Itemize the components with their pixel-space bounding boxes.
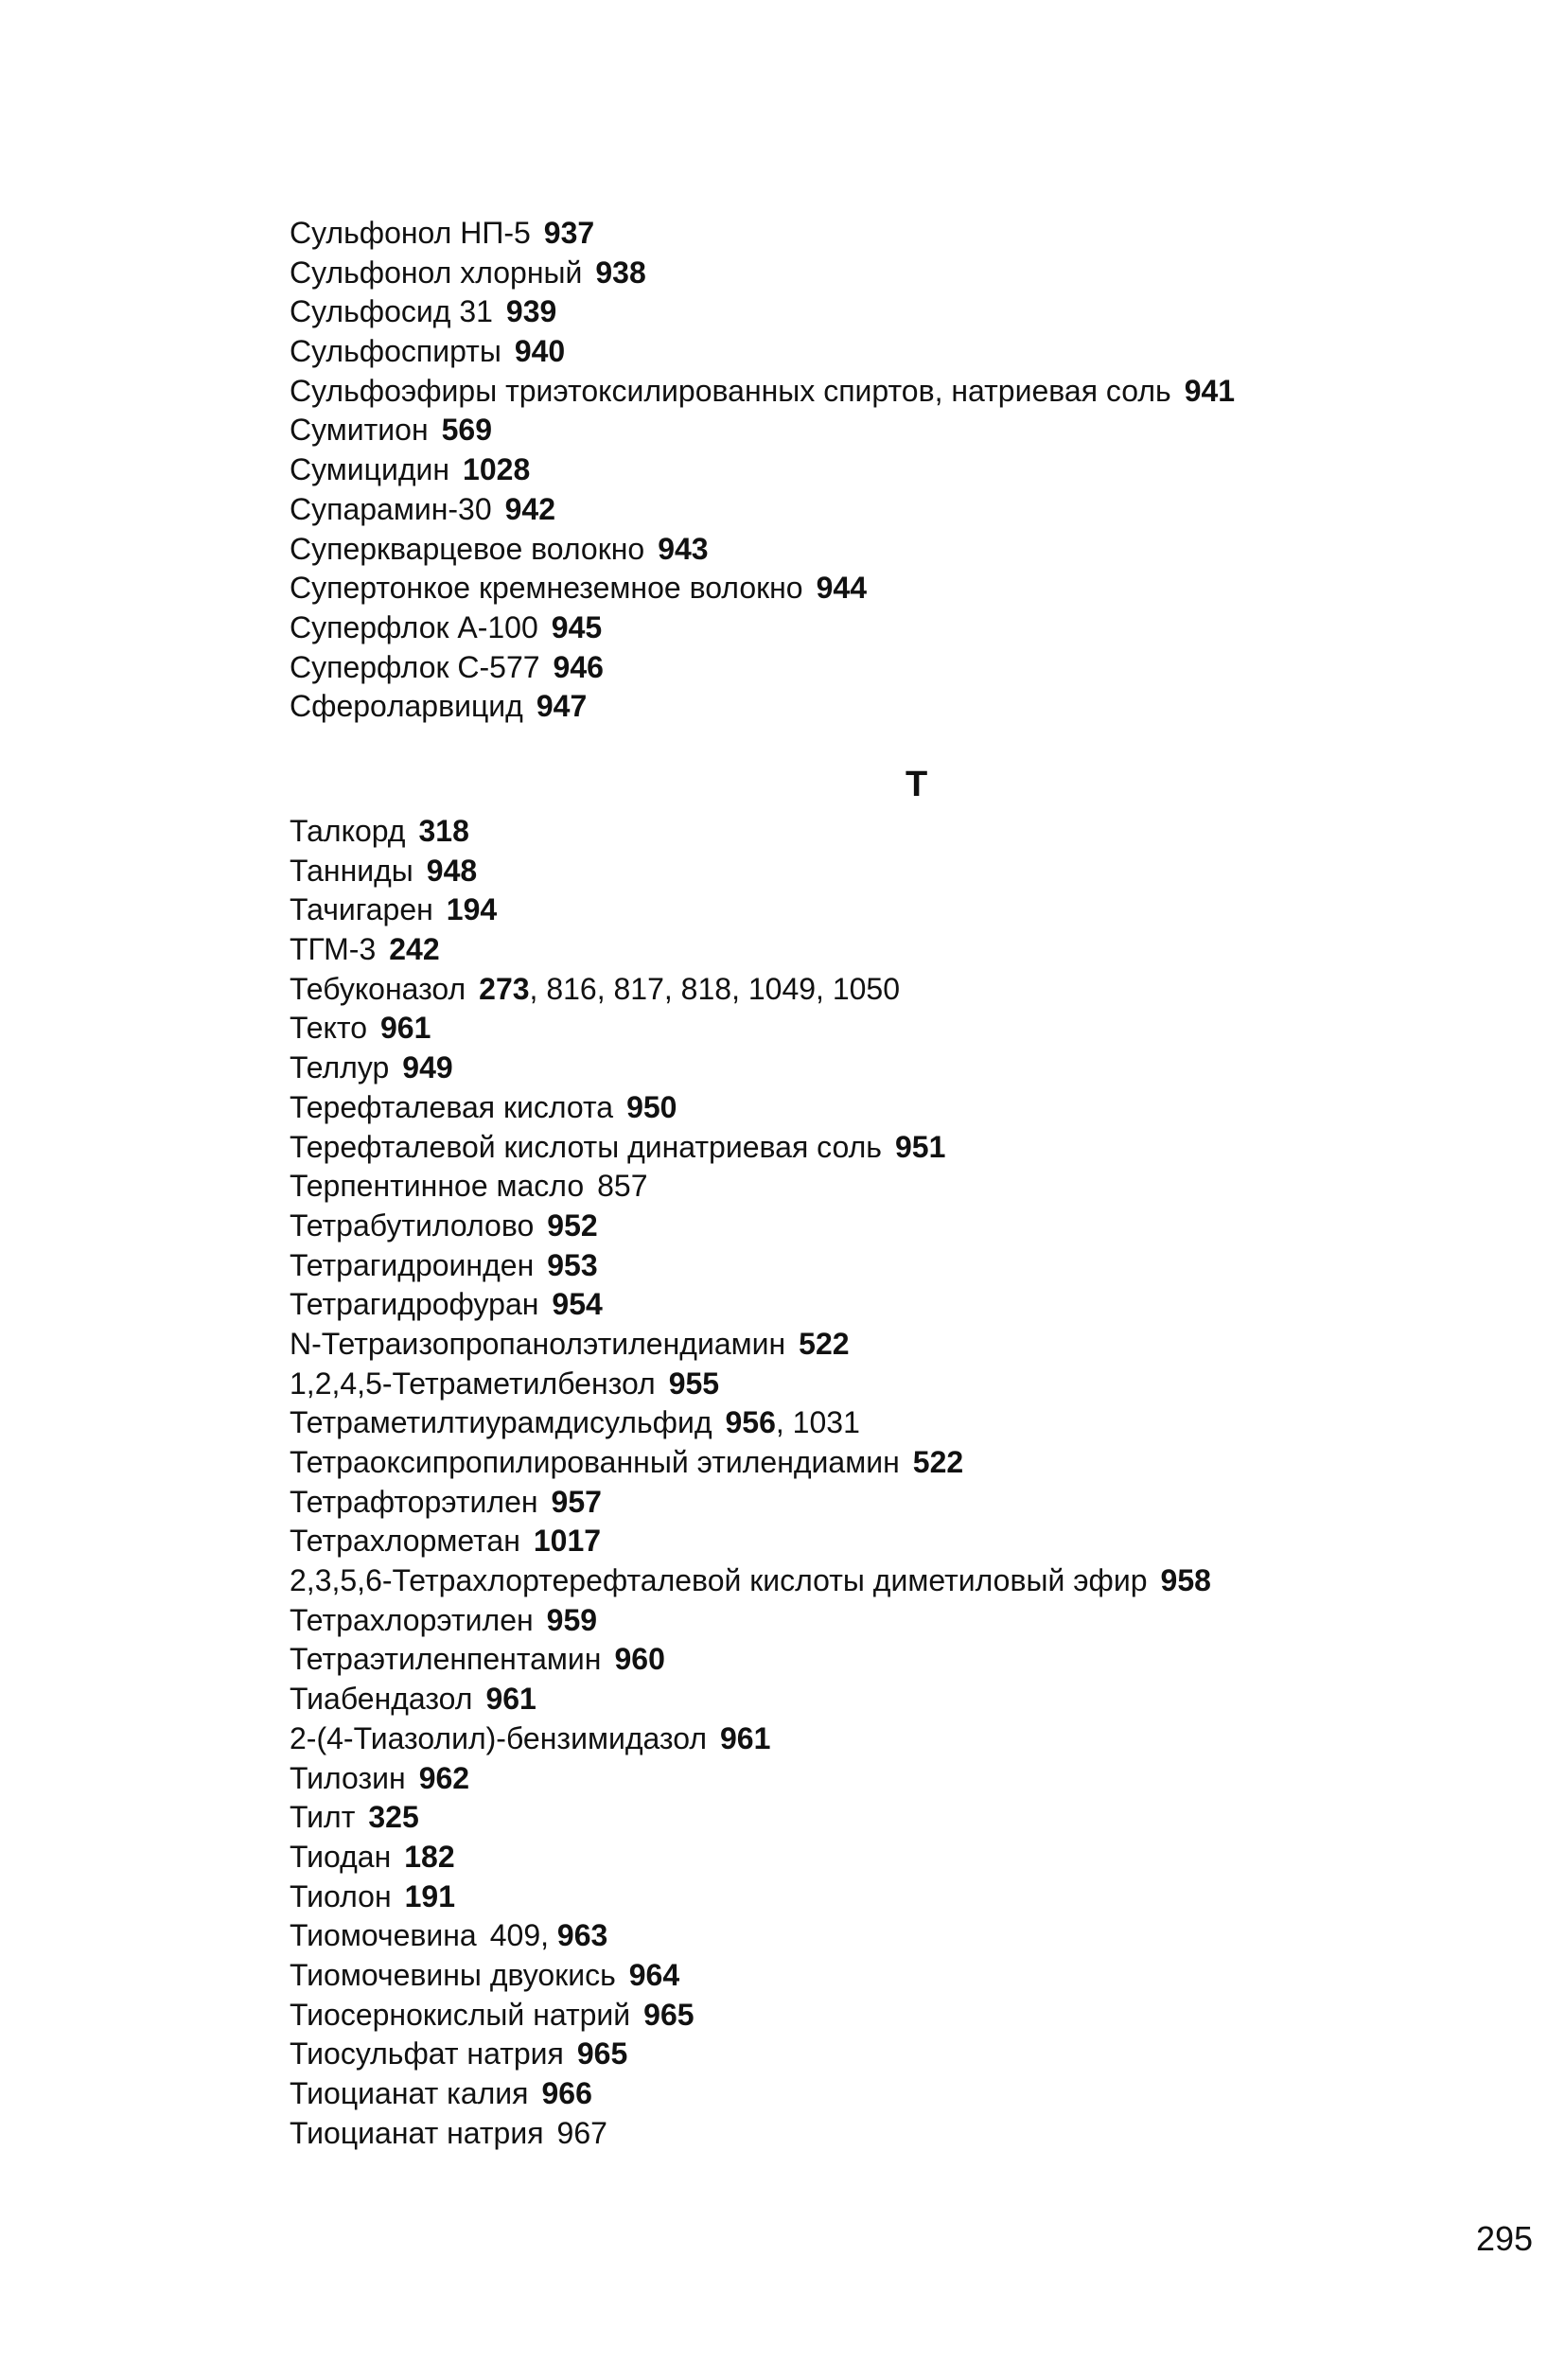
entry-page-refs (536, 689, 587, 723)
page-ref: 318 (418, 814, 469, 848)
entry-name: 2-(4-Тиазолил)-бензимидазол (290, 1720, 707, 1755)
entry-name: Тебуконазол (290, 971, 466, 1006)
entry-name: Сульфоэфиры триэтоксилированных спиртов, натриевая соль (290, 373, 1171, 408)
page-ref: 956 (725, 1405, 776, 1440)
entry-name: Талкорд (290, 814, 406, 848)
page-ref: 961 (380, 1011, 431, 1046)
entry-page-refs (506, 294, 556, 328)
entry-page-refs (402, 1050, 452, 1084)
page-ref: 194 (446, 892, 498, 927)
index-entry (290, 852, 1211, 891)
index-entry (290, 687, 1235, 727)
index-section-s (290, 214, 1235, 727)
index-entry (290, 2035, 1211, 2074)
entry-page-refs (544, 216, 594, 250)
entry-page-refs (552, 1485, 602, 1519)
page-ref: 961 (720, 1720, 771, 1755)
index-entry (290, 1719, 1211, 1759)
index-entry (290, 1838, 1211, 1878)
entry-page-refs (534, 1524, 601, 1558)
page-ref: 273 (479, 971, 530, 1006)
page-ref: 958 (1160, 1563, 1211, 1598)
entry-name: 1,2,4,5-Тетраметилбензол (290, 1366, 656, 1401)
index-entry (290, 648, 1235, 688)
entry-page-refs (505, 492, 555, 526)
entry-page-refs (542, 2076, 592, 2110)
entry-name: Сульфоспирты (290, 334, 501, 369)
entry-name: Тачигарен (290, 892, 433, 927)
page-ref: 1049 (747, 971, 817, 1006)
entry-page-refs (380, 1011, 431, 1045)
entry-name: Сульфонол хлорный (290, 255, 583, 290)
index-entry (290, 1443, 1211, 1483)
entry-page-refs (614, 1642, 664, 1676)
entry-name: Тетрафторэтилен (290, 1484, 538, 1519)
index-entry (290, 530, 1235, 570)
entry-page-refs (1161, 1563, 1211, 1597)
entry-page-refs (427, 854, 477, 888)
page-ref: 941 (1184, 373, 1236, 408)
entry-name: Тиодан (290, 1839, 392, 1874)
index-section-t (290, 812, 1211, 2153)
page-ref: 950 (626, 1089, 677, 1124)
index-entry (290, 569, 1235, 608)
entry-page-refs (557, 2116, 607, 2150)
entry-name: Тиоцианат натрия (290, 2115, 544, 2150)
entry-name: Сульфонол НП-5 (290, 216, 531, 250)
entry-name: Сульфосид 31 (290, 294, 493, 329)
index-entry (290, 970, 1211, 1010)
index-entry (290, 1522, 1211, 1561)
entry-page-refs: 956, 1031 (725, 1405, 860, 1440)
entry-page-refs (817, 571, 867, 605)
index-entry (290, 1798, 1211, 1838)
page-ref: 937 (543, 216, 595, 250)
entry-page-refs (643, 1998, 694, 2032)
entry-name: Тиабендазол (290, 1682, 473, 1717)
entry-page-refs: 273, 816, 817, 818, 1049, 1050 (479, 971, 900, 1006)
index-entry (290, 1009, 1211, 1049)
page-ref: 959 (546, 1602, 598, 1637)
page-ref: 963 (556, 1918, 608, 1953)
entry-name: Тиолон (290, 1878, 392, 1913)
page-ref: 949 (402, 1050, 453, 1085)
page-ref: 522 (912, 1445, 964, 1479)
page-ref: 953 (547, 1247, 598, 1282)
entry-page-refs (554, 650, 604, 684)
entry-page-refs (419, 1761, 469, 1795)
index-entry (290, 490, 1235, 530)
entry-name: Тетрагидрофуран (290, 1287, 539, 1322)
entry-name: Тиоцианат калия (290, 2076, 529, 2110)
entry-name: Тиосульфат натрия (290, 2036, 564, 2071)
page-ref: 967 (556, 2115, 607, 2150)
entry-name: Текто (290, 1011, 367, 1046)
entry-page-refs (913, 1445, 963, 1479)
page-ref: 966 (541, 2076, 592, 2110)
entry-name: ТГМ-3 (290, 932, 377, 967)
entry-name: 2,3,5,6-Тетрахлортерефталевой кислоты диметиловый эфир (290, 1563, 1148, 1598)
entry-name: Суперкварцевое волокно (290, 531, 645, 566)
entry-name: Терпентинное масло (290, 1169, 585, 1204)
entry-name: Тилт (290, 1800, 356, 1835)
index-entry (290, 292, 1235, 332)
page-ref: 816 (546, 971, 597, 1006)
entry-name: Тиосернокислый натрий (290, 1997, 631, 2032)
entry-name: Терефталевая кислота (290, 1089, 614, 1124)
page-ref: 965 (576, 2036, 628, 2071)
entry-page-refs (389, 932, 439, 966)
entry-name: Сферoларвицид (290, 689, 523, 724)
page-ref: 1017 (533, 1524, 602, 1559)
index-entry (290, 411, 1235, 450)
page-ref: 1050 (832, 971, 900, 1006)
index-entry (290, 1207, 1211, 1246)
page-ref: 191 (404, 1878, 455, 1913)
entry-name: Сумицидин (290, 452, 450, 487)
index-entry (290, 372, 1235, 412)
entry-name: Супарамин-30 (290, 491, 492, 526)
index-entry (290, 890, 1211, 930)
entry-page-refs (547, 1603, 597, 1637)
page-ref: 522 (799, 1326, 850, 1361)
entry-page-refs (552, 1287, 602, 1321)
page-ref: 942 (504, 491, 556, 526)
page-ref: 569 (441, 413, 493, 448)
entry-page-refs (404, 1840, 454, 1874)
page-ref: 957 (551, 1484, 602, 1519)
index-entry (290, 2074, 1211, 2114)
letter-heading: Т (906, 765, 928, 804)
index-entry (290, 214, 1235, 254)
entry-page-refs (447, 892, 497, 926)
index-entry (290, 1956, 1211, 1996)
page-ref: 945 (551, 609, 603, 644)
entry-name: Тиомочевины двуокись (290, 1957, 616, 1992)
entry-name: Теллур (290, 1050, 390, 1085)
entry-name: Тетраоксипропилированный этилендиамин (290, 1445, 900, 1479)
entry-page-refs (895, 1130, 945, 1164)
entry-name: Суперфлок А-100 (290, 609, 538, 644)
index-entry (290, 1285, 1211, 1325)
page-ref: 965 (643, 1997, 695, 2032)
page-ref: 952 (547, 1208, 598, 1243)
index-entry (290, 1246, 1211, 1286)
page-ref: 961 (485, 1682, 536, 1717)
index-entry (290, 450, 1235, 490)
index-entry (290, 1365, 1211, 1404)
page-ref: 948 (426, 853, 478, 888)
page-ref: 951 (894, 1129, 946, 1164)
page-ref: 857 (597, 1169, 648, 1204)
entry-page-refs (552, 610, 602, 644)
entry-page-refs: 409, 963 (489, 1918, 608, 1953)
index-entry (290, 1640, 1211, 1680)
page-ref: 943 (658, 531, 709, 566)
page-ref: 818 (680, 971, 732, 1006)
page-ref: 938 (595, 255, 646, 290)
page-ref: 947 (536, 689, 588, 724)
entry-name: Тетрагидроинден (290, 1247, 535, 1282)
entry-page-refs (595, 256, 645, 290)
entry-name: Супертонкое кремнеземное волокно (290, 571, 803, 606)
entry-page-refs (577, 2036, 627, 2071)
entry-page-refs (799, 1327, 849, 1361)
index-entry (290, 812, 1211, 852)
page-ref: 954 (552, 1287, 603, 1322)
entry-page-refs (669, 1366, 719, 1401)
entry-name: Тетраметилтиурамдисульфид (290, 1405, 712, 1440)
index-entry (290, 1325, 1211, 1365)
page-ref: 955 (668, 1366, 720, 1401)
entry-name: Тетраэтиленпентамин (290, 1642, 602, 1677)
entry-page-refs (626, 1090, 677, 1124)
index-entry (290, 1916, 1211, 1956)
index-entry (290, 1088, 1211, 1128)
entry-page-refs (547, 1208, 597, 1243)
entry-page-refs (485, 1682, 536, 1716)
page-ref: 817 (613, 971, 664, 1006)
index-entry (290, 1996, 1211, 2036)
page-ref: 325 (368, 1800, 419, 1835)
entry-page-refs (368, 1800, 418, 1834)
page-ref: 242 (389, 932, 440, 967)
entry-page-refs (1185, 374, 1235, 408)
page-ref: 946 (553, 649, 604, 684)
entry-page-refs (442, 413, 492, 447)
page-ref: 1028 (463, 452, 531, 487)
page-ref: 962 (418, 1760, 470, 1795)
index-entry (290, 1128, 1211, 1168)
index-entry (290, 930, 1211, 970)
page-number: 295 (1476, 2219, 1534, 2258)
entry-name: Тетрабутилолово (290, 1208, 535, 1243)
index-entry (290, 1049, 1211, 1088)
entry-name: N-Тетраизопропанолэтилендиамин (290, 1326, 786, 1361)
index-entry (290, 254, 1235, 293)
entry-name: Суперфлок С-577 (290, 649, 540, 684)
page-ref: 939 (505, 294, 557, 329)
page-ref: 940 (514, 334, 566, 369)
entry-name: Сумитион (290, 413, 429, 448)
page-ref: 409 (489, 1918, 541, 1953)
entry-page-refs (515, 334, 565, 368)
entry-name: Тилозин (290, 1760, 406, 1795)
page-ref: 944 (816, 571, 867, 606)
entry-page-refs (629, 1958, 679, 1992)
entry-name: Тетрахлорэтилен (290, 1602, 534, 1637)
entry-page-refs (720, 1721, 770, 1755)
page-ref: 1031 (792, 1405, 860, 1440)
entry-page-refs (405, 1879, 455, 1913)
index-entry (290, 2114, 1211, 2154)
page-ref: 964 (628, 1957, 680, 1992)
entry-page-refs (547, 1248, 597, 1282)
index-entry (290, 608, 1235, 648)
index-entry (290, 332, 1235, 372)
index-entry (290, 1403, 1211, 1443)
index-entry (290, 1483, 1211, 1523)
page-ref: 182 (404, 1839, 455, 1874)
index-entry (290, 1680, 1211, 1719)
entry-name: Танниды (290, 853, 413, 888)
index-entry (290, 1561, 1211, 1601)
entry-page-refs (463, 452, 530, 486)
entry-name: Тетрахлорметан (290, 1524, 520, 1559)
entry-name: Тиомочевина (290, 1918, 477, 1953)
entry-page-refs (418, 814, 468, 848)
entry-name: Терефталевой кислоты динатриевая соль (290, 1129, 882, 1164)
index-entry (290, 1878, 1211, 1917)
entry-page-refs (597, 1169, 647, 1203)
index-entry (290, 1601, 1211, 1641)
page-ref: 960 (614, 1642, 665, 1677)
index-entry (290, 1167, 1211, 1207)
index-entry (290, 1759, 1211, 1799)
entry-page-refs (658, 532, 708, 566)
